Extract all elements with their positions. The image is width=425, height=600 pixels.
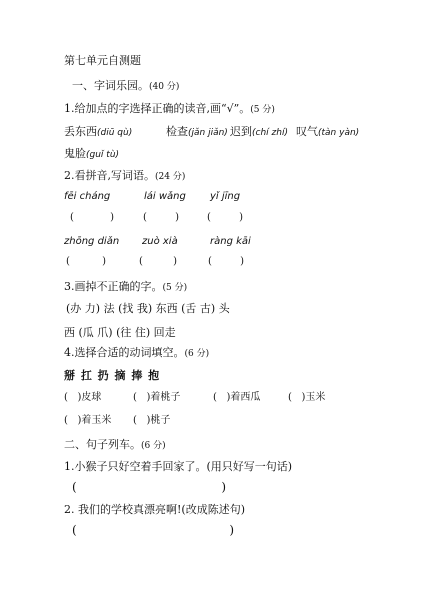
section1-heading (72, 79, 179, 94)
q4-phrase: )着桃子 (136, 392, 181, 403)
q4-blank[interactable] (64, 391, 101, 404)
q4-blank[interactable] (64, 414, 111, 427)
q2-answer-box[interactable] (143, 211, 179, 224)
paren-open: ( (72, 480, 77, 494)
q1-prompt (64, 102, 275, 117)
q3-line[interactable]: (办 力) 法 (找 我) 东西 (舌 古) 头 (66, 302, 230, 315)
q1-item-options: (jǎn jiǎn) (188, 128, 228, 138)
paren-close: ) (229, 523, 234, 537)
paren-open: ( (64, 415, 68, 426)
q4-phrase: )皮球 (67, 392, 102, 403)
paren-open: ( (288, 392, 292, 403)
paren-close: ) (102, 256, 106, 267)
q2-pinyin: yǐ jīng (210, 191, 241, 202)
q3-prompt-text: 3.画掉不正确的字。 (64, 280, 163, 293)
q4-verbs: 掰 扛 扔 摘 捧 抱 (64, 369, 160, 382)
paren-close: ) (239, 212, 243, 223)
q2-prompt (64, 169, 185, 184)
q1-item-word: 丢东西 (64, 125, 97, 138)
s1-prompt: 1.小猴子只好空着手回家了。(用只好写一句话) (64, 460, 293, 473)
paren-close: ) (240, 256, 244, 267)
paren-open: ( (139, 256, 143, 267)
q4-prompt-text: 4.选择合适的动词填空。 (64, 346, 185, 359)
q4-blank[interactable] (213, 391, 260, 404)
q1-item-options: (chí zhí) (252, 128, 288, 138)
section2-score: (6 分) (141, 441, 166, 451)
q2-answer-box[interactable] (70, 211, 114, 224)
paren-close: ) (173, 256, 177, 267)
q4-prompt (64, 346, 209, 361)
q1-item (166, 125, 228, 140)
q2-answer-box[interactable] (66, 255, 106, 268)
section2-heading (64, 438, 166, 453)
paren-open: ( (64, 392, 68, 403)
q2-pinyin: fēi cháng (64, 191, 111, 202)
q1-score: (5 分) (250, 105, 275, 115)
q2-answer-box[interactable] (207, 211, 243, 224)
paren-open: ( (207, 212, 211, 223)
q1-item (230, 125, 288, 140)
paren-open: ( (208, 256, 212, 267)
paren-open: ( (70, 212, 74, 223)
paren-open: ( (72, 523, 77, 537)
paren-open: ( (143, 212, 147, 223)
q1-item-options: (tàn yàn) (318, 128, 360, 138)
paren-open: ( (213, 392, 217, 403)
q2-answer-box[interactable] (208, 255, 244, 268)
q4-blank[interactable] (133, 391, 180, 404)
section1-heading-text: 一、字词乐园。 (72, 79, 149, 92)
q4-phrase: )桃子 (136, 415, 171, 426)
q4-blank[interactable] (133, 414, 170, 427)
q4-phrase: )玉米 (291, 392, 326, 403)
q4-phrase: )着玉米 (67, 415, 112, 426)
q3-score: (5 分) (162, 283, 188, 293)
q1-item-options: (guǐ tù) (86, 150, 120, 160)
q4-blank[interactable] (288, 391, 325, 404)
q2-score: (24 分) (155, 172, 186, 182)
q1-item-word: 叹气 (296, 125, 318, 138)
q3-line[interactable]: 西 (瓜 爪) (往 住) 回走 (64, 326, 176, 339)
q1-item (64, 125, 132, 140)
q1-item-options: (diū qù) (97, 128, 133, 138)
q2-answer-box[interactable] (139, 255, 177, 268)
paren-close: ) (110, 212, 114, 223)
s1-answer-box[interactable] (72, 481, 226, 494)
q3-prompt (64, 280, 187, 295)
section1-score: (40 分) (149, 82, 180, 92)
q1-item-word: 迟到 (230, 125, 252, 138)
paren-open: ( (133, 415, 137, 426)
paren-open: ( (66, 256, 70, 267)
page-title: 第七单元自测题 (64, 54, 141, 67)
paren-close: ) (175, 212, 179, 223)
s2-prompt: 2. 我们的学校真漂亮啊!(改成陈述句) (64, 503, 245, 516)
q1-item (64, 147, 119, 162)
q1-item-word: 鬼脸 (64, 147, 86, 160)
q2-pinyin: ràng kāi (210, 236, 251, 247)
s2-answer-box[interactable] (72, 524, 234, 537)
q4-score: (6 分) (184, 349, 210, 359)
section2-heading-text: 二、句子列车。 (64, 438, 141, 451)
q1-prompt-text: 1.给加点的字选择正确的读音,画“√”。 (64, 102, 251, 115)
q1-item (296, 125, 359, 140)
q2-pinyin: zuò xià (142, 236, 178, 247)
q1-item-word: 检查 (166, 125, 188, 138)
q2-prompt-text: 2.看拼音,写词语。 (64, 169, 155, 182)
paren-close: ) (221, 480, 226, 494)
paren-open: ( (133, 392, 137, 403)
q2-pinyin: zhōng diǎn (64, 236, 120, 247)
q4-phrase: )着西瓜 (216, 392, 261, 403)
q2-pinyin: lái wǎng (144, 191, 186, 202)
